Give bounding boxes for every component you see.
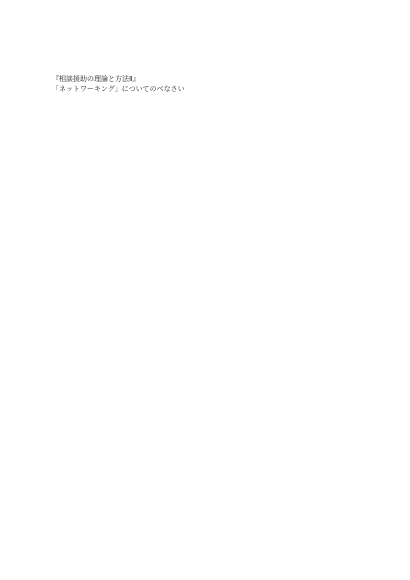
paragraph-6 xyxy=(52,248,368,272)
paragraph-2 xyxy=(52,136,368,160)
paragraph-5 xyxy=(52,220,368,244)
paragraph-1 xyxy=(52,108,368,132)
paragraph-3 xyxy=(52,164,368,188)
document-title: 『相談援助の理論と方法Ⅱ』 xyxy=(52,75,140,83)
document-body xyxy=(52,108,368,272)
paragraph-4 xyxy=(52,192,368,216)
document-subtitle: 「ネットワーキング」についてのべなさい xyxy=(52,85,185,93)
